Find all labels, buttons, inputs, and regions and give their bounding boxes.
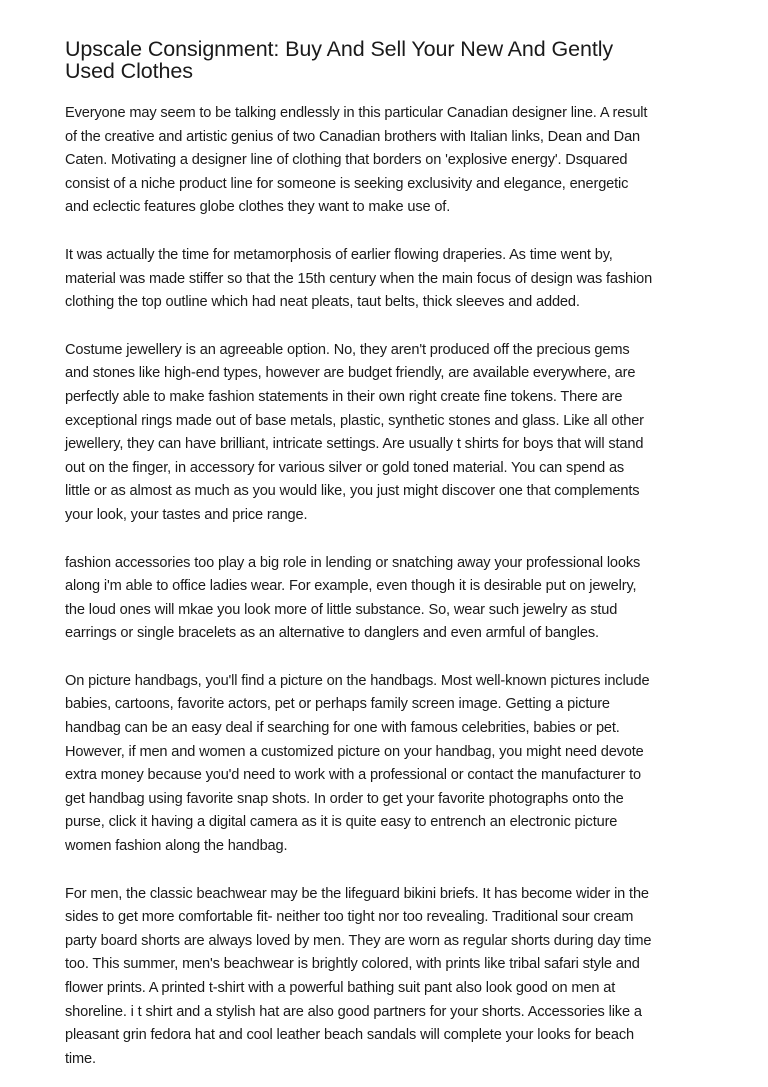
text-line: too. This summer, men's beachwear is brightly colored, with prints like tribal safari style and bbox=[65, 956, 640, 973]
paragraph-mens-beachwear bbox=[65, 883, 708, 1072]
paragraph-designer-line bbox=[65, 102, 708, 220]
paragraph-metamorphosis bbox=[65, 244, 708, 315]
text-line: babies, cartoons, favorite actors, pet or perhaps family screen image. Getting a picture bbox=[65, 696, 610, 713]
text-line: and eclectic features globe clothes they want to make use of. bbox=[65, 199, 451, 216]
paragraph-fashion-accessories bbox=[65, 552, 708, 646]
text-line: clothing the top outline which had neat pleats, taut belts, thick sleeves and added. bbox=[65, 294, 580, 311]
text-line: Costume jewellery is an agreeable option. No, they aren't produced off the precious gems bbox=[65, 341, 630, 358]
text-line: perfectly able to make fashion statements in their own right create fine tokens. There are bbox=[65, 388, 623, 405]
text-line: material was made stiffer so that the 15th century when the main focus of design was fashion bbox=[65, 270, 653, 287]
text-line: your look, your tastes and price range. bbox=[65, 506, 308, 523]
text-line: get handbag using favorite snap shots. In order to get your favorite photographs onto the bbox=[65, 790, 624, 807]
text-line: For men, the classic beachwear may be the lifeguard bikini briefs. It has become wider in the bbox=[65, 885, 649, 902]
paragraph-costume-jewellery bbox=[65, 339, 708, 528]
text-line: out on the finger, in accessory for various silver or gold toned material. You can spend as bbox=[65, 459, 625, 476]
text-line: little or as almost as much as you would like, you just might discover one that complements bbox=[65, 483, 640, 500]
text-line: consist of a niche product line for someone is seeking exclusivity and elegance, energetic bbox=[65, 175, 629, 192]
text-line: Everyone may seem to be talking endlessly in this particular Canadian designer line. A result bbox=[65, 105, 648, 121]
document-title bbox=[65, 38, 708, 82]
paragraph-picture-handbags bbox=[65, 670, 708, 859]
text-line: extra money because you'd need to work with a professional or contact the manufacturer to bbox=[65, 767, 641, 784]
text-line: It was actually the time for metamorphosis of earlier flowing draperies. As time went by, bbox=[65, 246, 613, 263]
text-line: of the creative and artistic genius of two Canadian brothers with Italian links, Dean and Dan bbox=[65, 128, 640, 145]
text-line: party board shorts are always loved by men. They are worn as regular shorts during day time bbox=[65, 932, 652, 949]
text-line: purse, click it having a digital camera as it is quite easy to entrench an electronic picture bbox=[65, 814, 618, 831]
text-line: sides to get more comfortable fit- neither too tight nor too revealing. Traditional sour cream bbox=[65, 909, 634, 926]
text-line: However, if men and women a customized picture on your handbag, you might need devote bbox=[65, 743, 644, 760]
text-line: fashion accessories too play a big role in lending or snatching away your professional looks bbox=[65, 554, 641, 571]
text-line: the loud ones will mkae you look more of little substance. So, wear such jewelry as stud bbox=[65, 601, 618, 618]
text-line: pleasant grin fedora hat and cool leather beach sandals will complete your looks for beach bbox=[65, 1027, 634, 1044]
text-line: along i'm able to office ladies wear. For example, even though it is desirable put on jewelry, bbox=[65, 578, 637, 595]
text-line: shoreline. i t shirt and a stylish hat are also good partners for your shorts. Accessories like a bbox=[65, 1003, 642, 1020]
text-line: On picture handbags, you'll find a picture on the handbags. Most well-known pictures include bbox=[65, 672, 650, 689]
title-line: Upscale Consignment: Buy And Sell Your New And Gently bbox=[65, 37, 614, 61]
text-line: and stones like high-end types, however are budget friendly, are available everywhere, are bbox=[65, 365, 636, 382]
text-line: handbag can be an easy deal if searching for one with famous celebrities, babies or pet. bbox=[65, 720, 620, 737]
text-line: flower prints. A printed t-shirt with a powerful bathing suit pant also look good on men at bbox=[65, 980, 616, 996]
text-line: exceptional rings made out of base metals, plastic, synthetic stones and glass. Like all other bbox=[65, 412, 644, 429]
title-line: Used Clothes bbox=[65, 59, 193, 83]
text-line: women fashion along the handbag. bbox=[65, 838, 288, 855]
text-line: earrings or single bracelets as an alternative to danglers and even armful of bangles. bbox=[65, 625, 599, 642]
text-line: time. bbox=[65, 1050, 96, 1067]
text-line: jewellery, they can have brilliant, intricate settings. Are usually t shirts for boys that will stand bbox=[65, 436, 644, 453]
text-line: Caten. Motivating a designer line of clothing that borders on 'explosive energy'. Dsquared bbox=[65, 152, 628, 169]
